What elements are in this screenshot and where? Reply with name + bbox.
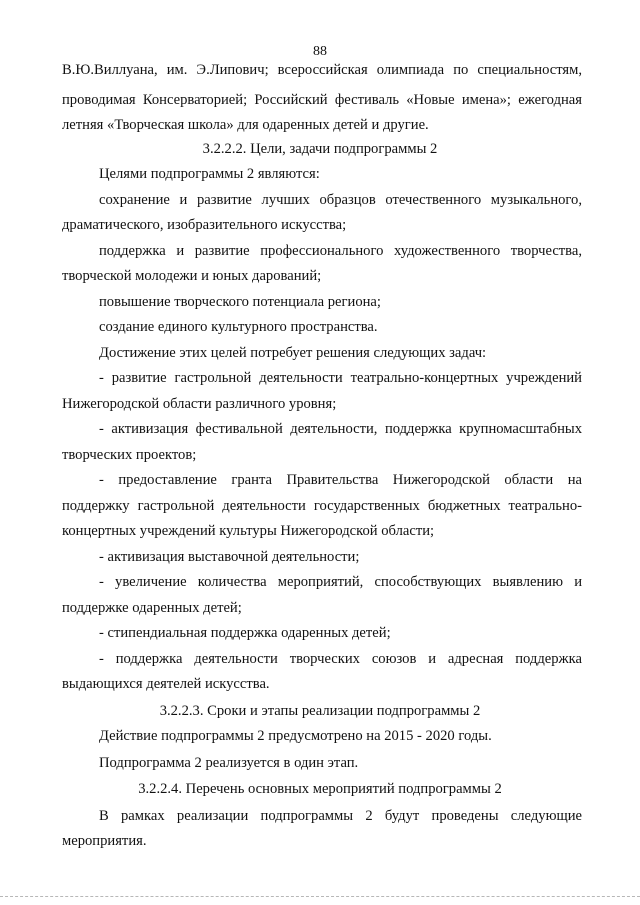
paragraph-line: поддержке одаренных детей; (62, 600, 242, 616)
paragraph-line: драматического, изобразительного искусства; (62, 217, 347, 233)
paragraph-line: В.Ю.Виллуана, им. Э.Липович; всероссийская олимпиада по специальностям, (62, 62, 582, 78)
task-item: - развитие гастрольной деятельности театрально-концертных учреждений (99, 370, 582, 386)
paragraph-line: концертных учреждений культуры Нижегородской области; (62, 523, 435, 539)
paragraph-line: сохранение и развитие лучших образцов отечественного музыкального, (99, 192, 582, 208)
paragraph-line: Нижегородской области различного уровня; (62, 396, 337, 412)
scan-edge-divider (0, 896, 640, 897)
paragraph-line: мероприятия. (62, 833, 147, 849)
section-heading: 3.2.2.3. Сроки и этапы реализации подпрограммы 2 (159, 703, 481, 719)
section-heading: 3.2.2.2. Цели, задачи подпрограммы 2 (202, 141, 438, 157)
task-item: - активизация выставочной деятельности; (99, 549, 360, 565)
paragraph-line: проводимая Консерваторией; Российский фестиваль «Новые имена»; ежегодная (62, 92, 582, 108)
paragraph-line: В рамках реализации подпрограммы 2 будут проведены следующие (99, 808, 582, 824)
task-item: - увеличение количества мероприятий, способствующих выявлению и (99, 574, 582, 590)
task-item: - поддержка деятельности творческих союзов и адресная поддержка (99, 651, 582, 667)
paragraph-line: Действие подпрограммы 2 предусмотрено на 2015 - 2020 годы. (99, 728, 492, 744)
paragraph-line: Целями подпрограммы 2 являются: (99, 166, 320, 182)
task-item: - активизация фестивальной деятельности, поддержка крупномасштабных (99, 421, 582, 437)
paragraph-line: летняя «Творческая школа» для одаренных детей и другие. (62, 117, 429, 133)
paragraph-line: Подпрограмма 2 реализуется в один этап. (99, 755, 359, 771)
page-number: 88 (313, 44, 327, 59)
paragraph-line: создание единого культурного пространства. (99, 319, 378, 335)
paragraph-line: творческих проектов; (62, 447, 197, 463)
section-heading: 3.2.2.4. Перечень основных мероприятий подпрограммы 2 (138, 781, 502, 797)
task-item: - предоставление гранта Правительства Нижегородской области на (99, 472, 582, 488)
paragraph-line: творческой молодежи и юных дарований; (62, 268, 322, 284)
paragraph-line: Достижение этих целей потребует решения следующих задач: (99, 345, 487, 361)
paragraph-line: выдающихся деятелей искусства. (62, 676, 270, 692)
paragraph-line: поддержка и развитие профессионального художественного творчества, (99, 243, 582, 259)
paragraph-line: повышение творческого потенциала региона; (99, 294, 381, 310)
task-item: - стипендиальная поддержка одаренных детей; (99, 625, 391, 641)
paragraph-line: поддержку гастрольной деятельности государственных бюджетных театрально- (62, 498, 582, 514)
